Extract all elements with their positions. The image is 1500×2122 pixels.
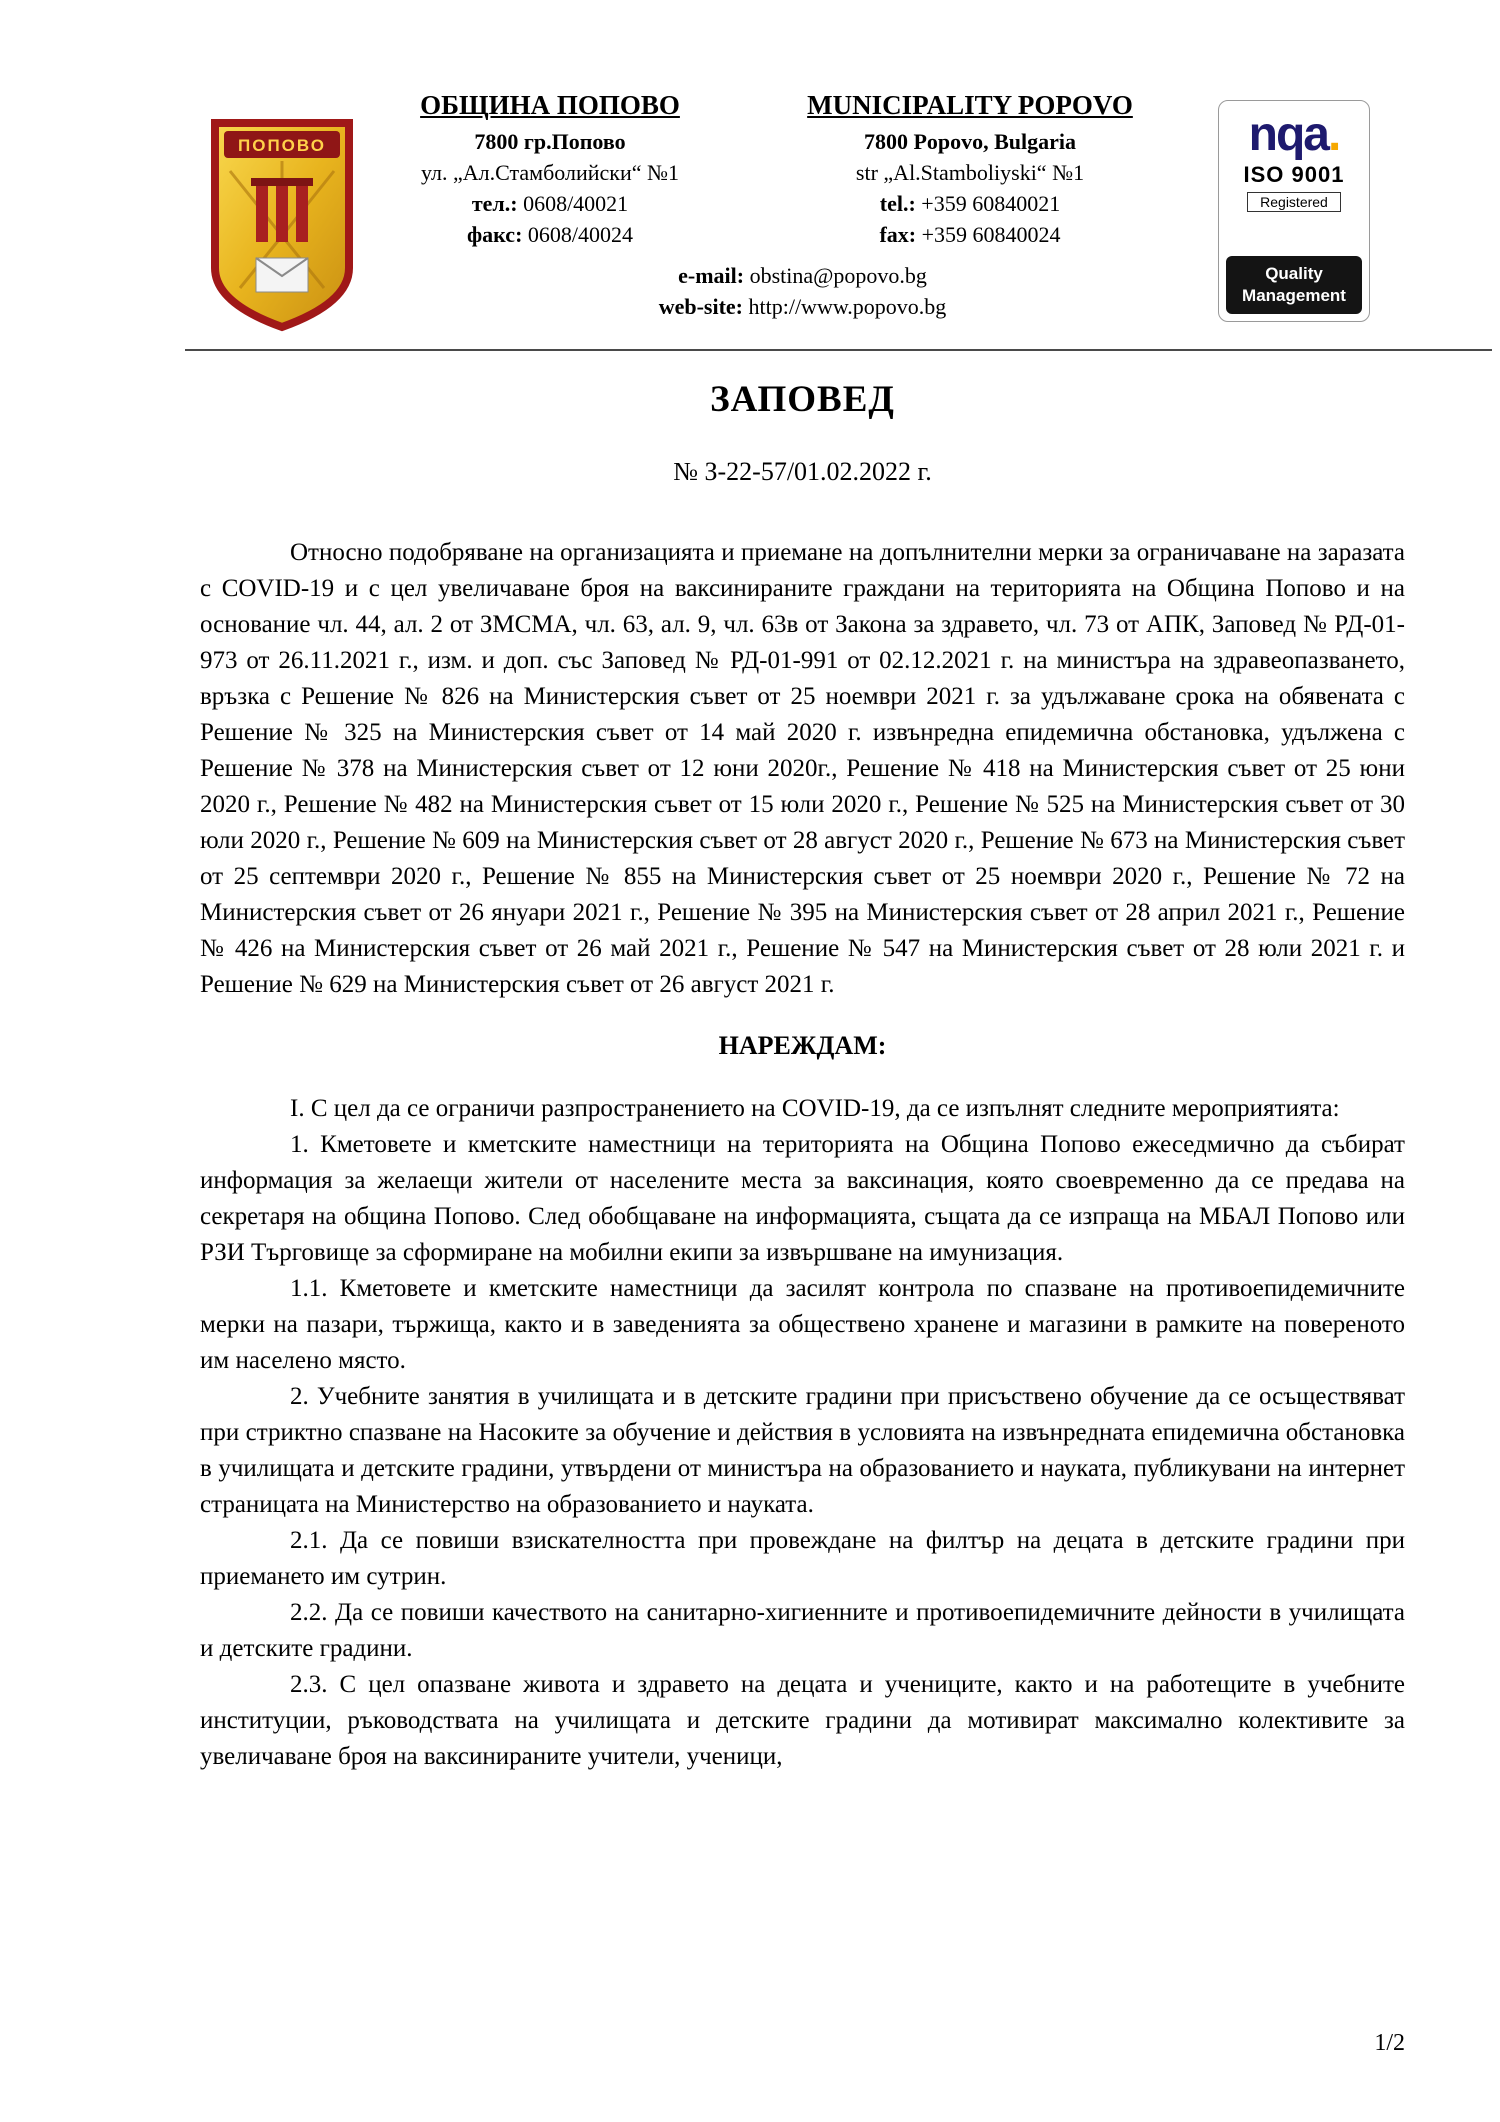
phone-line-bg (385, 188, 715, 219)
order-item-2: 2. Учебните занятия в училищата и в детските градини при присъствено обучение да се осъществяват при стриктно спазване на Насоките за обучение и действия в условията на извънредната епидемична обстановка в училищата и детските градини, утвърдени от министъра на образованието и науката, публикувани на интернет страницата на Министерство на образованието и науката. (200, 1383, 1405, 1518)
order-item-2-2: 2.2. Да се повиши качеството на санитарно-хигиенните и противоепидемичните дейности в училищата и детските градини. (200, 1599, 1405, 1662)
email-value: obstina@popovo.bg (749, 263, 927, 288)
intro-paragraph: Относно подобряване на организацията и приемане на допълнителни мерки за ограничаване на заразата с COVID-19 и с цел увеличаване броя на ваксинираните граждани на територията на Община Попово и на основание чл. 44, ал. 2 от ЗМСМА, чл. 63, ал. 9, чл. 63в от Закона за здравето, чл. 73 от АПК, Заповед № РД-01-973 от 26.11.2021 г., изм. и доп. със Заповед № РД-01-991 от 02.12.2021 г. на министъра на здравеопазването, връзка с Решение № 826 на Министерския съвет от 25 ноември 2021 г. за удължаване срока на обявената с Решение № 325 на Министерския съвет от 14 май 2020 г. извънредна епидемична обстановка, удължена с Решение № 378 на Министерския съвет от 12 юни 2020г., Решение № 418 на Министерския съвет от 25 юни 2020 г., Решение № 482 на Министерския съвет от 15 юли 2020 г., Решение № 525 на Министерския съвет от 30 юли 2020 г., Решение № 609 на Министерския съвет от 28 август 2020 г., Решение № 673 на Министерския съвет от 25 септември 2020 г., Решение № 855 на Министерския съвет от 25 ноември 2020 г., Решение № 72 на Министерския съвет от 26 януари 2021 г., Решение № 395 на Министерския съвет от 28 април 2021 г., Решение № 426 на Министерския съвет от 26 май 2021 г., Решение № 547 на Министерския съвет от 28 юли 2021 г. и Решение № 629 на Министерския съвет от 26 август 2021 г. (200, 539, 1405, 998)
fax-line-en (800, 219, 1140, 250)
municipality-name-bg: ОБЩИНА ПОПОВО (420, 90, 680, 120)
municipality-name-en: MUNICIPALITY POPOVO (807, 90, 1133, 120)
header-contact-english (800, 90, 1140, 250)
order-item-2-1: 2.1. Да се повиши взискателността при провеждане на филтър на децата в детските градини при приемането им сутрин. (200, 1527, 1405, 1590)
fax-line-bg (385, 219, 715, 250)
page-number: 1/2 (1374, 2030, 1405, 2056)
order-item-1: 1. Кметовете и кметските наместници на територията на Община Попово ежеседмично да събират информация за желаещи жители от населените места за ваксинация, която своевременно да се предава на секретаря на община Попово. След обобщаване на информацията, същата да се изпраща на МБАЛ Попово или РЗИ Търговище за сформиране на мобилни екипи за извършване на имунизация. (200, 1131, 1405, 1266)
management-text: Management (1242, 286, 1346, 305)
postal-city-en: 7800 Popovo, Bulgaria (863, 129, 1077, 154)
phone-value-bg: 0608/40021 (523, 191, 629, 216)
fax-value-bg: 0608/40024 (527, 222, 634, 247)
crest-banner-text: ПОПОВО (238, 136, 326, 155)
website-value: http://www.popovo.bg (748, 294, 947, 319)
street-address-bg: ул. „Ал.Стамболийски“ №1 (420, 160, 679, 185)
email-label: e-mail: (678, 263, 745, 288)
fax-label-en: fax: (879, 222, 917, 247)
phone-value-en: +359 60840021 (921, 191, 1061, 216)
postal-city-bg: 7800 гр.Попово (474, 129, 626, 154)
fax-value-en: +359 60840024 (921, 222, 1061, 247)
document-title: ЗАПОВЕД (710, 379, 895, 420)
header-divider (185, 349, 1492, 351)
nqa-logo-text: nqa (1248, 108, 1328, 161)
quality-management-label (1226, 256, 1362, 314)
quality-text: Quality (1265, 264, 1323, 283)
fax-label-bg: факс: (466, 222, 523, 247)
iso-9001-label: ISO 9001 (1243, 162, 1345, 187)
order-item-I: I. С цел да се ограничи разпространението на COVID-19, да се изпълнят следните мероприятията: (290, 1095, 1340, 1122)
nqa-iso-badge (1218, 100, 1370, 322)
registered-label: Registered (1247, 192, 1341, 212)
order-item-2-3: 2.3. С цел опазване живота и здравето на децата и учениците, както и на работещите в учебните институции, ръководствата на училищата и детските градини да мотивират максимално колективите за увеличаване броя на ваксинираните учители, ученици, (200, 1671, 1405, 1770)
nqa-logo-dot: . (1328, 108, 1340, 161)
phone-label-en: tel.: (879, 191, 916, 216)
document-body (200, 378, 1405, 1775)
website-label: web-site: (658, 294, 743, 319)
phone-line-en (800, 188, 1140, 219)
order-item-1-1: 1.1. Кметовете и кметските наместници да засилят контрола по спазване на противоепидемичните мерки на пазари, тържища, както и в заведенията за обществено хранене и магазини в рамките на повереното им населено място. (200, 1275, 1405, 1374)
street-address-en: str „Al.Stamboliyski“ №1 (855, 160, 1085, 185)
document-number: № З-22-57/01.02.2022 г. (673, 457, 932, 486)
phone-label-bg: тел.: (471, 191, 518, 216)
order-heading: НАРЕЖДАМ: (718, 1031, 887, 1060)
nqa-logo-icon (1219, 109, 1369, 161)
header-contact-bulgarian (385, 90, 715, 250)
